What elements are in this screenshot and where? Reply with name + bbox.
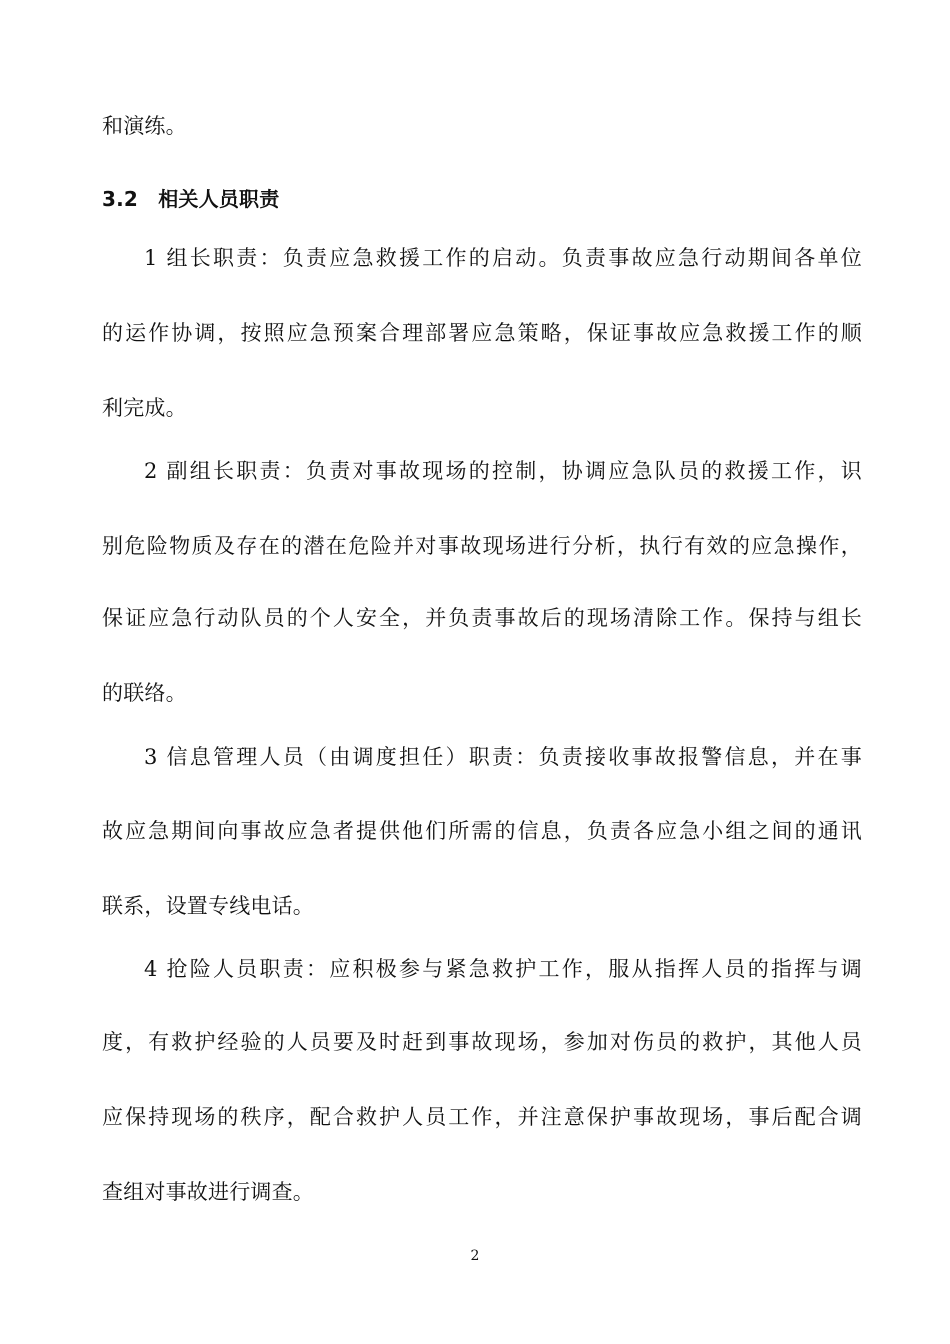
paragraph-2-line-4: 的联络。 — [102, 681, 187, 705]
paragraph-4-line-3: 应保持现场的秩序，配合救护人员工作，并注意保护事故现场，事后配合调 — [102, 1105, 862, 1129]
page-number: 2 — [470, 1248, 480, 1264]
paragraph-1-line-1: 1 组长职责：负责应急救援工作的启动。负责事故应急行动期间各单位 — [144, 246, 862, 270]
paragraph-1-line-3: 利完成。 — [102, 396, 187, 420]
paragraph-3-line-1: 3 信息管理人员（由调度担任）职责：负责接收事故报警信息，并在事 — [144, 745, 862, 769]
paragraph-4-line-1: 4 抢险人员职责：应积极参与紧急救护工作，服从指挥人员的指挥与调 — [144, 957, 862, 981]
paragraph-1-line-2: 的运作协调，按照应急预案合理部署应急策略，保证事故应急救援工作的顺 — [102, 321, 862, 345]
paragraph-3-line-2: 故应急期间向事故应急者提供他们所需的信息，负责各应急小组之间的通讯 — [102, 819, 862, 843]
paragraph-3-line-3: 联系，设置专线电话。 — [102, 894, 314, 918]
body-text-line: 和演练。 — [102, 114, 187, 138]
paragraph-4-line-4: 查组对事故进行调查。 — [102, 1180, 314, 1204]
section-heading: 3.2 相关人员职责 — [102, 187, 280, 211]
paragraph-2-line-3: 保证应急行动队员的个人安全，并负责事故后的现场清除工作。保持与组长 — [102, 606, 862, 630]
paragraph-2-line-1: 2 副组长职责：负责对事故现场的控制，协调应急队员的救援工作，识 — [144, 459, 862, 483]
paragraph-4-line-2: 度，有救护经验的人员要及时赶到事故现场，参加对伤员的救护，其他人员 — [102, 1030, 862, 1054]
paragraph-2-line-2: 别危险物质及存在的潜在危险并对事故现场进行分析，执行有效的应急操作， — [102, 534, 862, 558]
